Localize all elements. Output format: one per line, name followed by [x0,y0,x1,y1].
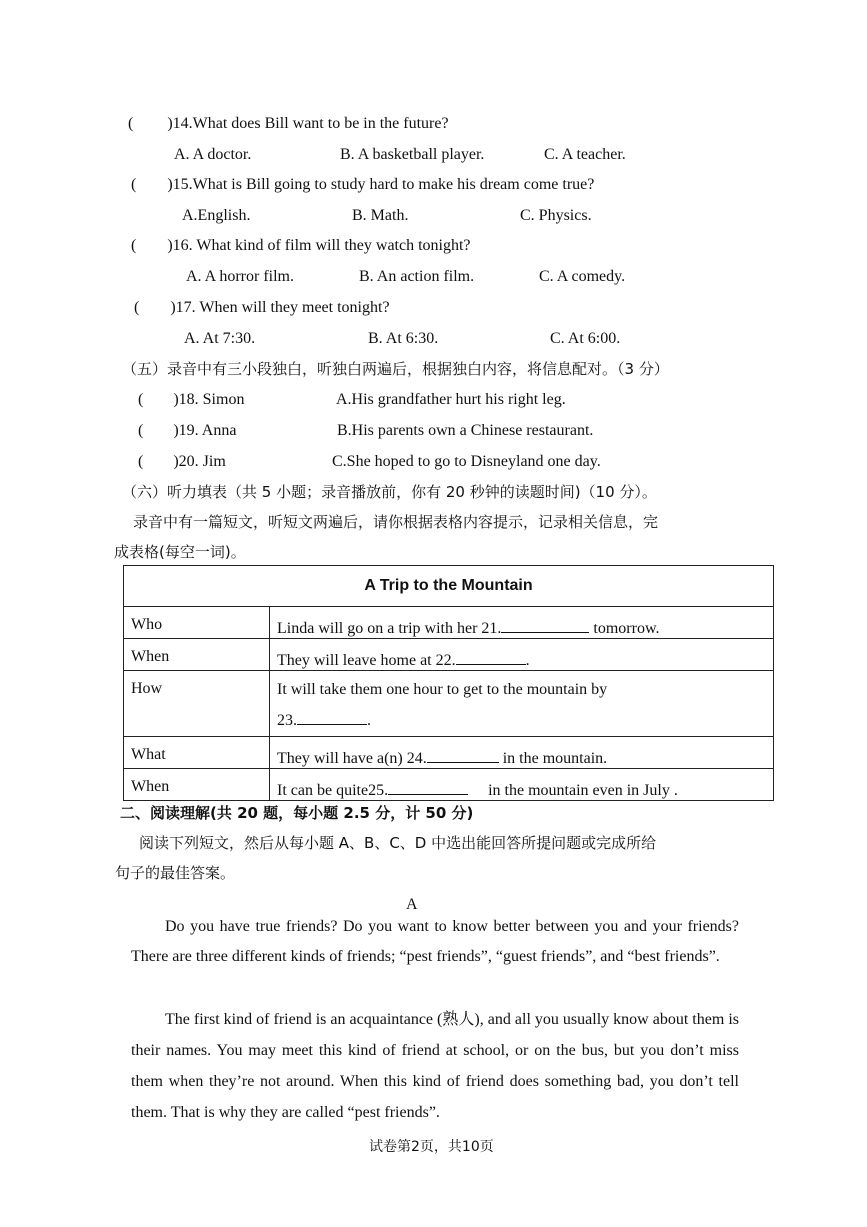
option: B. At 6:30. [368,330,439,347]
question-text: What is Bill going to study hard to make his dream come true? [192,176,595,193]
table-row [124,769,774,801]
answer-blank-21[interactable] [501,616,589,633]
match-option-c: C.She hoped to go to Disneyland one day. [332,453,601,470]
section-6-instruction: 录音中有一篇短文，听短文两遍后，请你根据表格内容提示，记录相关信息，完 [133,513,659,531]
answer-blank-25[interactable] [388,778,468,795]
match-item-18: ( )18. Simon [138,391,245,408]
question-number: 17. [175,299,196,316]
table-row [124,607,774,639]
row-content: It can be quite25. in the mountain even in July . [270,769,774,801]
row-content: They will have a(n) 24. in the mountain. [270,737,774,769]
section-6-instruction-cont: 成表格(每空一词)。 [114,543,246,561]
option: C. A comedy. [539,268,626,285]
option: C. At 6:00. [550,330,621,347]
answer-paren: ( [131,237,137,254]
answer-blank-23[interactable] [297,708,367,725]
option: A. A doctor. [174,146,252,163]
option: A. At 7:30. [184,330,256,347]
section-6-header: （六）听力填表（共 5 小题；录音播放前，你有 20 秒钟的读题时间)（10 分）。 [122,483,657,501]
trip-table [123,565,774,801]
row-label: How [124,671,270,737]
paragraph-1: Do you have true friends? Do you want to know better between you and your friends? There are three different kinds of friends; “pest friends”, “guest friends”, and “best friends”. [131,918,739,965]
option: C. A teacher. [544,146,626,163]
row-content: Linda will go on a trip with her 21. tomorrow. [270,607,774,639]
reading-header: 二、阅读理解(共 20 题，每小题 2.5 分，计 50 分) [120,804,474,822]
match-option-b: B.His parents own a Chinese restaurant. [337,422,594,439]
question-16: ( )16. What kind of film will they watch tonight? [131,237,471,254]
question-text: What does Bill want to be in the future? [192,115,449,132]
option: B. A basketball player. [340,146,485,163]
option: B. An action film. [359,268,475,285]
answer-paren: ( [128,115,134,132]
passage-label: A [406,896,418,913]
match-item-20: ( )20. Jim [138,453,226,470]
reading-instruction-cont: 句子的最佳答案。 [115,864,236,882]
row-label: Who [124,607,270,639]
answer-paren: ( [131,176,137,193]
row-content: They will leave home at 22. . [270,639,774,671]
option: A. A horror film. [186,268,294,285]
question-number: 14. [172,115,193,132]
reading-instruction: 阅读下列短文，然后从每小题 A、B、C、D 中选出能回答所提问题或完成所给 [139,834,657,852]
question-number: 15. [172,176,193,193]
paragraph-2: The first kind of friend is an acquaintance (熟人), and all you usually know about them is their names. You may meet this kind of friend at school, or on the bus, but you don’t miss them when they’re not around. When this kind of friend does something bad, you don’t tell them. That is why they are called “pest friends”. [131,1011,739,1121]
answer-blank-24[interactable] [427,746,499,763]
question-text: What kind of film will they watch tonight? [192,237,471,254]
question-14: ( )14.What does Bill want to be in the future? [128,115,449,132]
answer-blank-22[interactable] [456,648,526,665]
table-row [124,671,774,737]
table-row [124,737,774,769]
option: C. Physics. [520,207,592,224]
row-label: What [124,737,270,769]
row-label: When [124,639,270,671]
row-label: When [124,769,270,801]
option: A.English. [182,207,251,224]
question-number: 16. [172,237,193,254]
option: B. Math. [352,207,409,224]
question-15: ( )15.What is Bill going to study hard to make his dream come true? [131,176,595,193]
section-5-header: （五）录音中有三小段独白，听独白两遍后，根据独白内容，将信息配对。（3 分） [122,360,669,378]
match-item-19: ( )19. Anna [138,422,237,439]
page-footer: 试卷第2页，共10页 [369,1139,494,1155]
match-option-a: A.His grandfather hurt his right leg. [336,391,566,408]
table-title: A Trip to the Mountain [124,566,774,607]
answer-paren: ( [134,299,140,316]
row-content: It will take them one hour to get to the mountain by 23. . [270,671,774,737]
table-row [124,639,774,671]
question-17: ( )17. When will they meet tonight? [134,299,390,316]
question-text: When will they meet tonight? [195,299,390,316]
